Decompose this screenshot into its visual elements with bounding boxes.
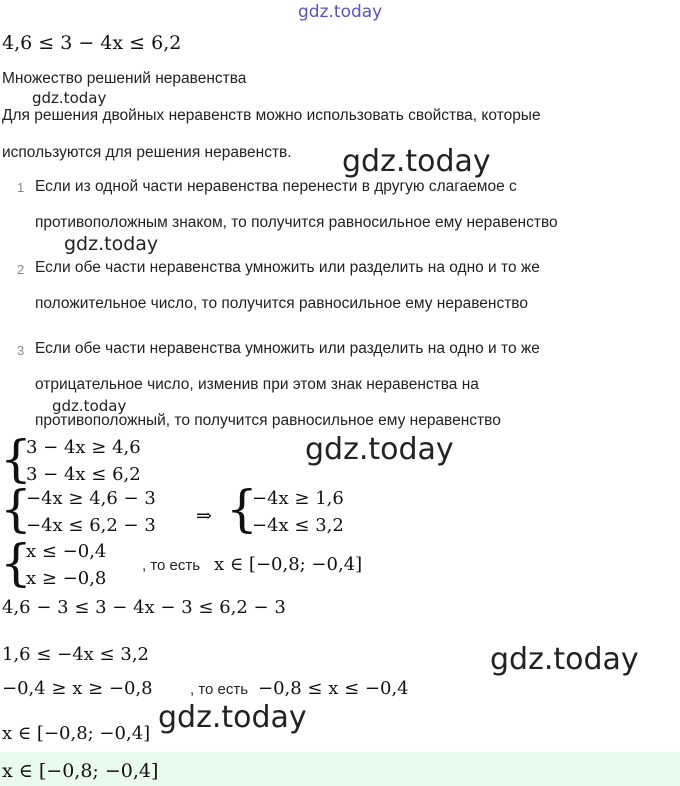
system-brace: {: [0, 480, 32, 538]
list-item: противоположным знаком, то получится равносильное ему неравенство: [35, 214, 558, 231]
task-inequality: 4,6 ≤ 3 − 4x ≤ 6,2: [2, 32, 182, 54]
watermark: gdz.today: [305, 432, 454, 467]
system1-line: 3 − 4x ≥ 4,6: [26, 437, 141, 458]
watermark: gdz.today: [64, 233, 159, 255]
system4-line: x ≥ −0,8: [26, 568, 107, 589]
implies-arrow: ⇒: [196, 505, 212, 527]
step-line: 4,6 − 3 ≤ 3 − 4x − 3 ≤ 6,2 − 3: [2, 597, 286, 618]
system2-line: −4x ≥ 4,6 − 3: [26, 488, 156, 509]
step-line: −0,8 ≤ x ≤ −0,4: [258, 678, 409, 699]
list-item: отрицательное число, изменив при этом знак неравенства на: [35, 376, 479, 393]
watermark: gdz.today: [298, 2, 383, 22]
answer: x ∈ [−0,8; −0,4]: [2, 760, 159, 782]
watermark: gdz.today: [342, 144, 491, 179]
system-brace: {: [0, 534, 32, 592]
connector-text: , то есть: [142, 557, 201, 574]
watermark: gdz.today: [158, 700, 307, 735]
interval-result: x ∈ [−0,8; −0,4]: [214, 554, 363, 575]
system3-line: −4x ≥ 1,6: [252, 488, 344, 509]
heading: Множество решений неравенства: [2, 70, 247, 87]
step-line: x ∈ [−0,8; −0,4]: [2, 723, 151, 744]
system1-line: 3 − 4x ≤ 6,2: [26, 464, 141, 485]
system4-line: x ≤ −0,4: [26, 541, 107, 562]
system-brace: {: [226, 480, 258, 538]
list-item: Если из одной части неравенства перенести в другую слагаемое с: [35, 178, 517, 195]
system-brace: {: [0, 430, 32, 488]
step-line: −0,4 ≥ x ≥ −0,8: [2, 678, 153, 699]
list-number: 1: [17, 180, 25, 195]
list-number: 2: [17, 262, 25, 277]
watermark: gdz.today: [52, 397, 127, 415]
watermark: gdz.today: [490, 642, 639, 677]
system3-line: −4x ≤ 3,2: [252, 515, 344, 536]
intro-line: Для решения двойных неравенств можно использовать свойства, которые: [2, 107, 541, 124]
list-item: противоположный, то получится равносильное ему неравенство: [35, 412, 501, 429]
system2-line: −4x ≤ 6,2 − 3: [26, 515, 156, 536]
list-item: Если обе части неравенства умножить или разделить на одно и то же: [35, 259, 540, 276]
list-number: 3: [17, 343, 25, 358]
watermark: gdz.today: [32, 89, 107, 107]
list-item: положительное число, то получится равносильное ему неравенство: [35, 295, 528, 312]
connector-text: , то есть: [190, 681, 249, 698]
list-item: Если обе части неравенства умножить или разделить на одно и то же: [35, 340, 540, 357]
intro-line: используются для решения неравенств.: [2, 144, 292, 161]
step-line: 1,6 ≤ −4x ≤ 3,2: [2, 644, 149, 665]
